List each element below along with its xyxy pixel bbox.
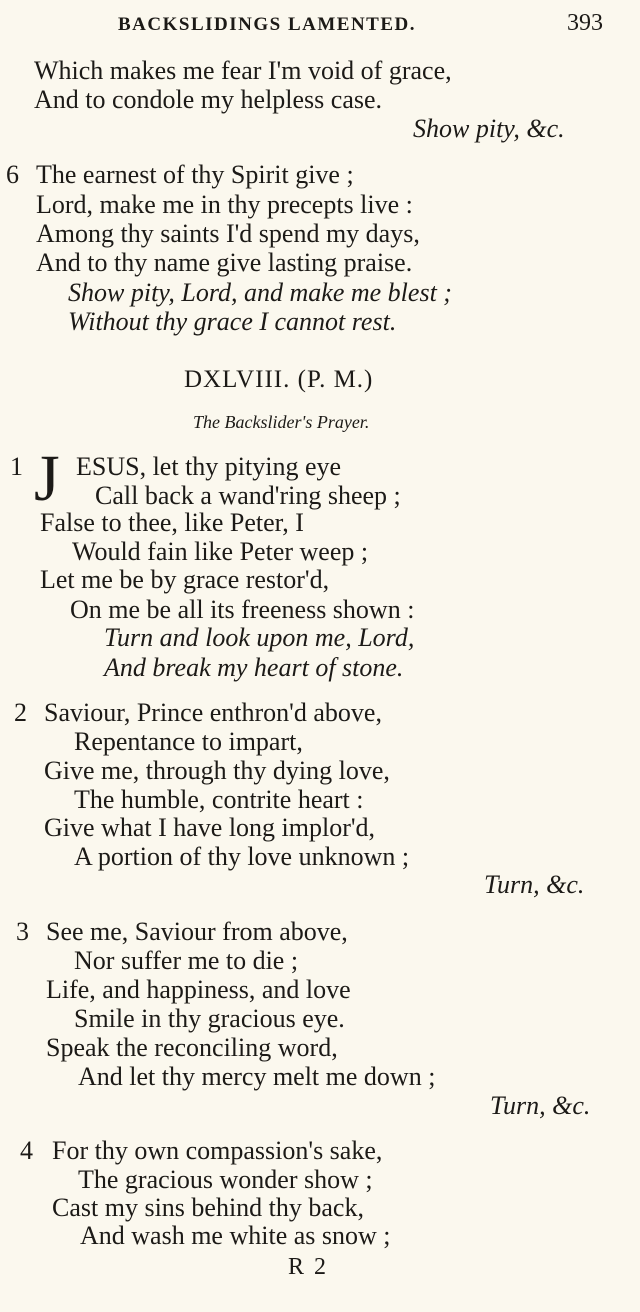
verse6-line-2: Lord, make me in thy precepts live :	[36, 190, 413, 219]
verse6-line-4: And to thy name give lasting praise.	[36, 248, 413, 277]
verse1-line-3: False to thee, like Peter, I	[40, 508, 304, 537]
verse6-refrain-1: Show pity, Lord, and make me blest ;	[68, 278, 452, 307]
verse2-line-3: Give me, through thy dying love,	[44, 756, 390, 785]
verse6-refrain-2: Without thy grace I cannot rest.	[68, 307, 397, 336]
hymn-title: DXLVIII. (P. M.)	[184, 366, 374, 393]
verse3-line-6: And let thy mercy melt me down ;	[78, 1062, 436, 1091]
verse1-line-6: On me be all its freeness shown :	[70, 595, 415, 624]
verse-number: 4	[20, 1136, 33, 1165]
verse4-line-4: And wash me white as snow ;	[80, 1221, 391, 1250]
verse4-line-1: For thy own compassion's sake,	[52, 1136, 383, 1165]
verse3-line-2: Nor suffer me to die ;	[74, 946, 299, 975]
verse3-line-1: See me, Saviour from above,	[46, 917, 348, 946]
verse3-refrain: Turn, &c.	[490, 1091, 591, 1120]
verse2-refrain: Turn, &c.	[484, 870, 585, 899]
prev-line-2: And to condole my helpless case.	[34, 85, 383, 114]
verse6-line-3: Among thy saints I'd spend my days,	[36, 219, 420, 248]
verse-number: 3	[16, 917, 29, 946]
verse2-line-5: Give what I have long implor'd,	[44, 813, 376, 842]
prev-refrain: Show pity, &c.	[413, 114, 565, 143]
verse4-line-3: Cast my sins behind thy back,	[52, 1193, 364, 1222]
page-number: 393	[567, 10, 603, 36]
drop-cap: J	[34, 442, 60, 515]
verse1-refrain-2: And break my heart of stone.	[104, 653, 404, 682]
verse1-refrain-1: Turn and look upon me, Lord,	[104, 623, 415, 652]
verse3-line-4: Smile in thy gracious eye.	[74, 1004, 345, 1033]
running-title: BACKSLIDINGS LAMENTED.	[118, 14, 416, 35]
verse2-line-1: Saviour, Prince enthron'd above,	[44, 698, 382, 727]
verse4-line-2: The gracious wonder show ;	[78, 1165, 373, 1194]
verse-number: 6	[6, 160, 19, 189]
verse6-line-1: The earnest of thy Spirit give ;	[36, 160, 354, 189]
verse2-line-2: Repentance to impart,	[74, 727, 303, 756]
verse1-line-1: ESUS, let thy pitying eye	[76, 452, 342, 481]
verse-number: 1	[10, 452, 23, 481]
verse3-line-3: Life, and happiness, and love	[46, 975, 351, 1004]
verse-number: 2	[14, 698, 27, 727]
verse1-line-4: Would fain like Peter weep ;	[72, 537, 369, 566]
hymn-subtitle: The Backslider's Prayer.	[193, 412, 370, 432]
prev-line-1: Which makes me fear I'm void of grace,	[34, 56, 452, 85]
signature-mark: R 2	[288, 1254, 329, 1280]
verse1-line-2: Call back a wand'ring sheep ;	[95, 481, 401, 510]
verse2-line-4: The humble, contrite heart :	[74, 785, 364, 814]
verse3-line-5: Speak the reconciling word,	[46, 1033, 338, 1062]
verse1-line-5: Let me be by grace restor'd,	[40, 565, 330, 594]
verse2-line-6: A portion of thy love unknown ;	[74, 842, 410, 871]
